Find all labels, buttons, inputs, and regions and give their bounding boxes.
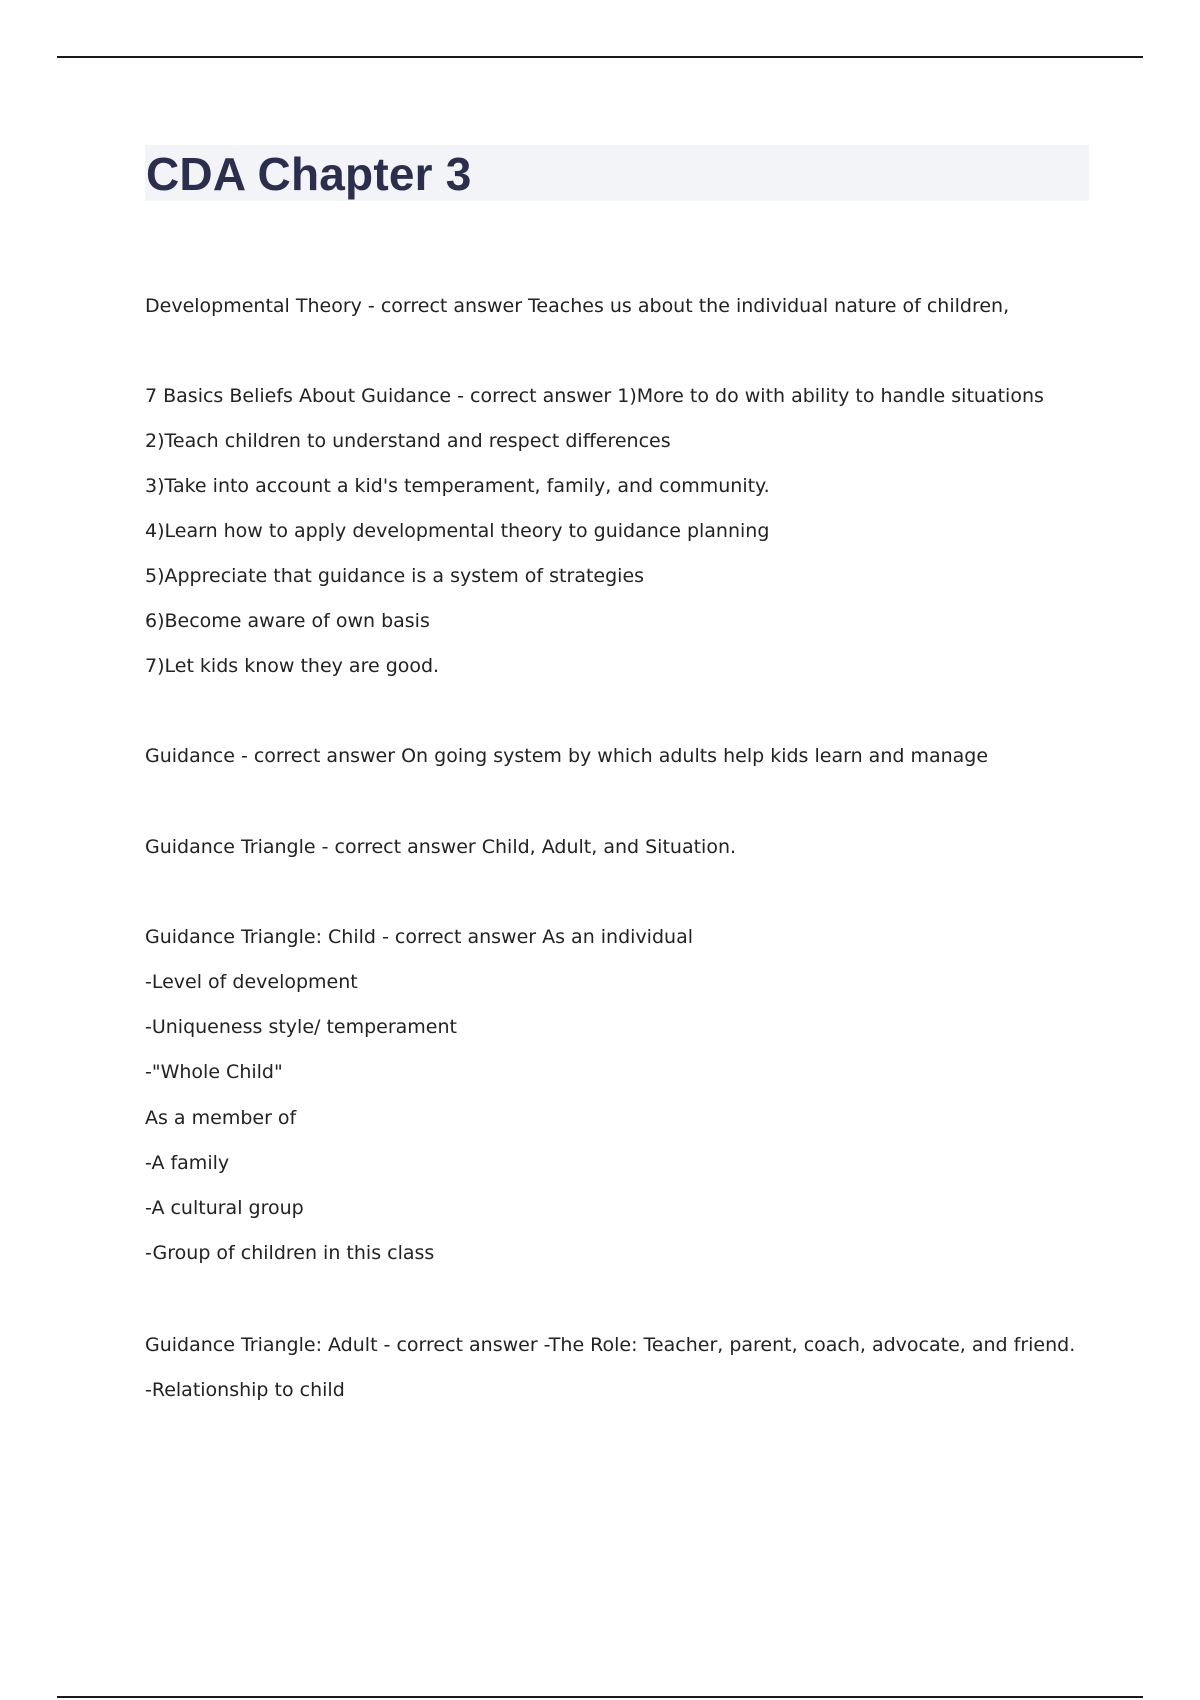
entry-triangle-child-line-1: Guidance Triangle: Child - correct answer As an individual — [145, 926, 693, 948]
entry-triangle-child-line-2: -Level of development — [145, 971, 358, 993]
entry-triangle-adult-line-2: -Relationship to child — [145, 1379, 345, 1401]
bottom-rule — [57, 1696, 1143, 1698]
entry-guidance: Guidance - correct answer On going system by which adults help kids learn and manage — [145, 745, 989, 767]
entry-developmental-theory: Developmental Theory - correct answer Teaches us about the individual nature of children, — [145, 295, 1010, 317]
entry-basics-beliefs-line-1: 7 Basics Beliefs About Guidance - correct answer 1)More to do with ability to handle situations — [145, 385, 1044, 407]
entry-triangle-adult-line-1: Guidance Triangle: Adult - correct answer -The Role: Teacher, parent, coach, advocate, and friend. — [145, 1334, 1076, 1356]
entry-basics-beliefs-line-6: 6)Become aware of own basis — [145, 610, 430, 632]
entry-basics-beliefs-line-5: 5)Appreciate that guidance is a system of strategies — [145, 565, 645, 587]
entry-basics-beliefs-line-3: 3)Take into account a kid's temperament, family, and community. — [145, 475, 770, 497]
entry-triangle-child-line-3: -Uniqueness style/ temperament — [145, 1016, 457, 1038]
top-rule — [57, 56, 1143, 58]
entry-triangle-child-line-7: -A cultural group — [145, 1197, 304, 1219]
page-title: CDA Chapter 3 — [146, 148, 472, 200]
entry-triangle-child-line-5: As a member of — [145, 1107, 297, 1129]
entry-basics-beliefs-line-4: 4)Learn how to apply developmental theory to guidance planning — [145, 520, 770, 542]
entry-triangle-child-line-6: -A family — [145, 1152, 230, 1174]
entry-triangle-child-line-4: -"Whole Child" — [145, 1061, 283, 1083]
entry-basics-beliefs-line-2: 2)Teach children to understand and respect differences — [145, 430, 671, 452]
entry-triangle-child-line-8: -Group of children in this class — [145, 1242, 435, 1264]
entry-guidance-triangle: Guidance Triangle - correct answer Child, Adult, and Situation. — [145, 836, 737, 858]
entry-basics-beliefs-line-7: 7)Let kids know they are good. — [145, 655, 440, 677]
